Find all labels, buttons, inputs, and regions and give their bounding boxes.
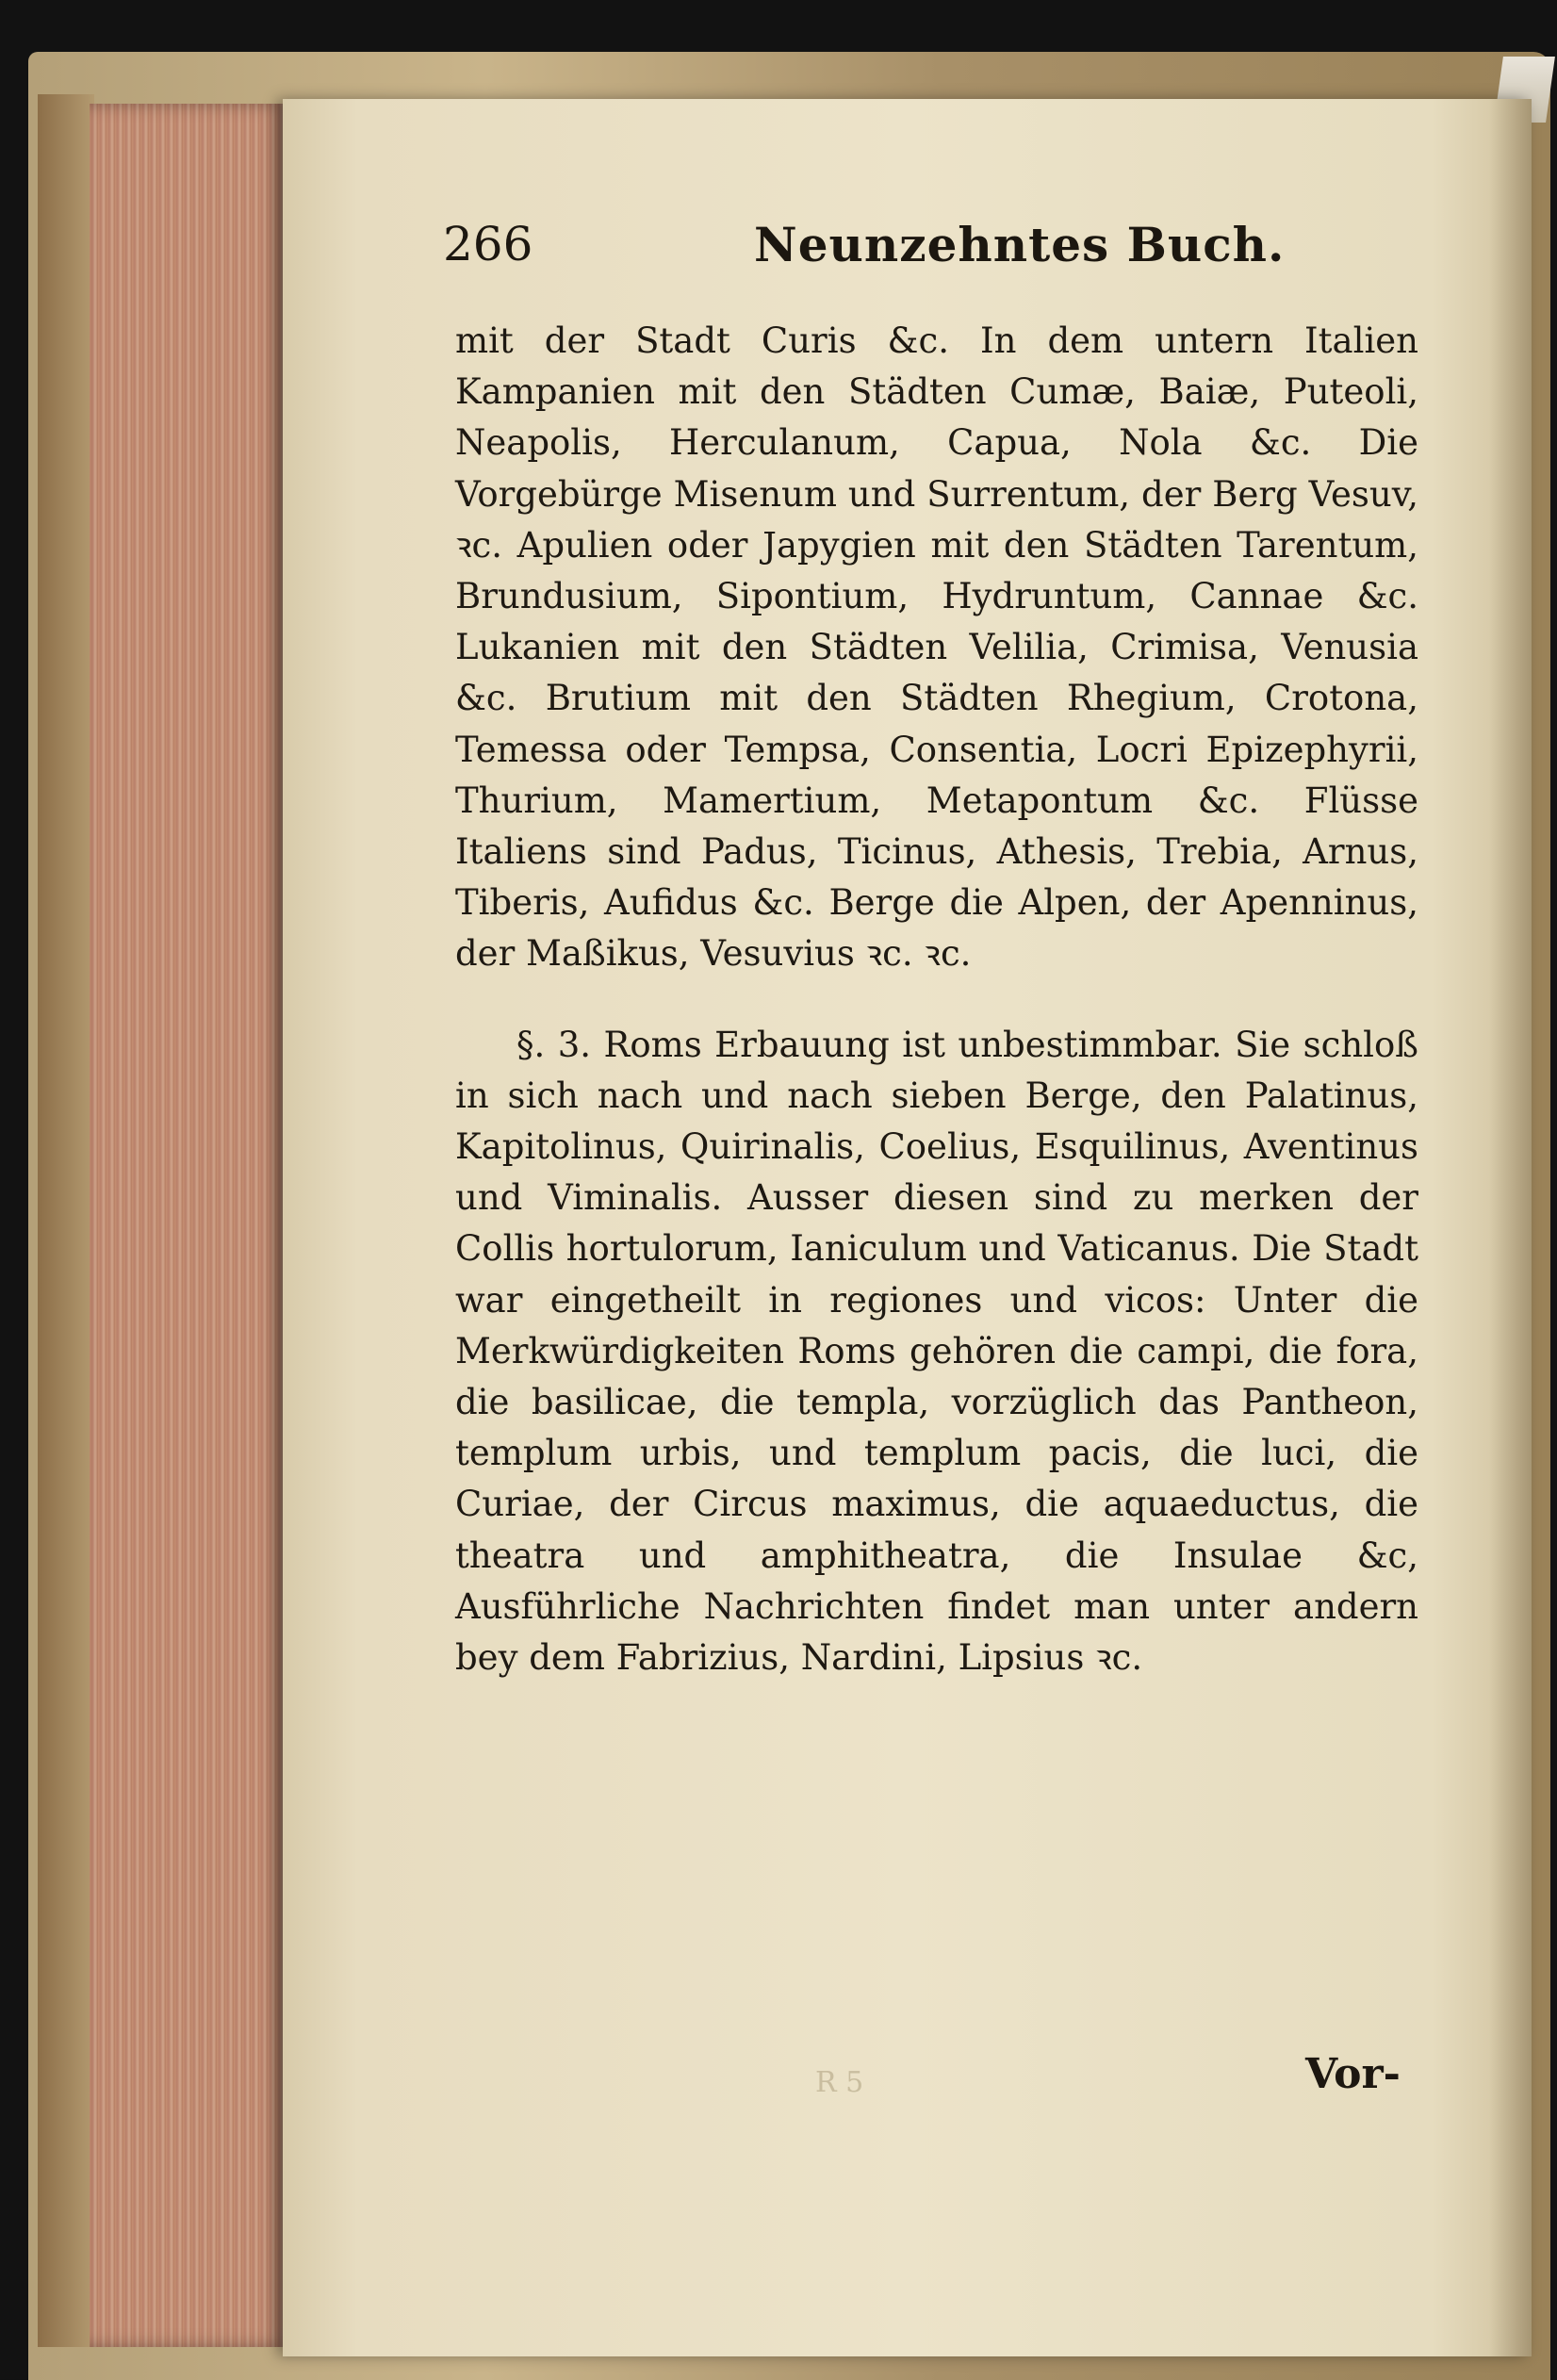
body-text [455,316,1418,1683]
paragraph-rome: §. 3. Roms Erbauung ist unbestimmbar. Sie schloß in sich nach und nach sieben Berge, den Palatinus, Kapitolinus, Quirinalis, Coelius, Esquilinus, Aventinus und Viminalis. Ausser diesen sind zu merken der Collis hortulorum, Ianiculum und Vaticanus. Die Stadt war eingetheilt in regiones und vicos: Unter die Merkwürdigkeiten Roms gehören die campi, die fora, die basilicae, die templa, vorzüglich das Pantheon, templum urbis, und templum pacis, die luci, die Curiae, der Circus maximus, die aquaeductus, die theatra und amphitheatra, die Insulae &c, Ausführliche Nachrichten findet man unter andern bey dem Fabrizius, Nardini, Lipsius ꝛc. [455,1024,1418,1679]
paragraph-italy-regions: mit der Stadt Curis &c. In dem untern Italien Kampanien mit den Städten Cumæ, Baiæ, Puteoli, Neapolis, Herculanum, Capua, Nola &c. Die Vorgebürge Misenum und Surrentum, der Berg Vesuv, ꝛc. Apulien oder Japygien mit den Städten Tarentum, Brundusium, Sipontium, Hydruntum, Cannae &c. Lukanien mit den Städten Velilia, Crimisa, Venusia &c. Brutium mit den Städten Rhegium, Crotona, Temessa oder Tempsa, Consentia, Locri Epizephyrii, Thurium, Mamertium, Metapontum &c. Flüsse Italiens sind Padus, Ticinus, Athesis, Trebia, Arnus, Tiberis, Aufidus &c. Berge die Alpen, der Apenninus, der Maßikus, Vesuvius ꝛc. ꝛc. [455,320,1418,975]
page-number: 266 [443,217,533,271]
page-stack-edge [90,104,287,2347]
running-title: Neunzehntes Buch. [754,217,1286,272]
page-stack-shadow [38,94,94,2347]
page-gutter-shadow [1489,99,1532,2356]
signature-mark: R 5 [815,2066,864,2099]
catchword: Vor- [1305,2050,1401,2098]
page-header [443,217,1442,283]
